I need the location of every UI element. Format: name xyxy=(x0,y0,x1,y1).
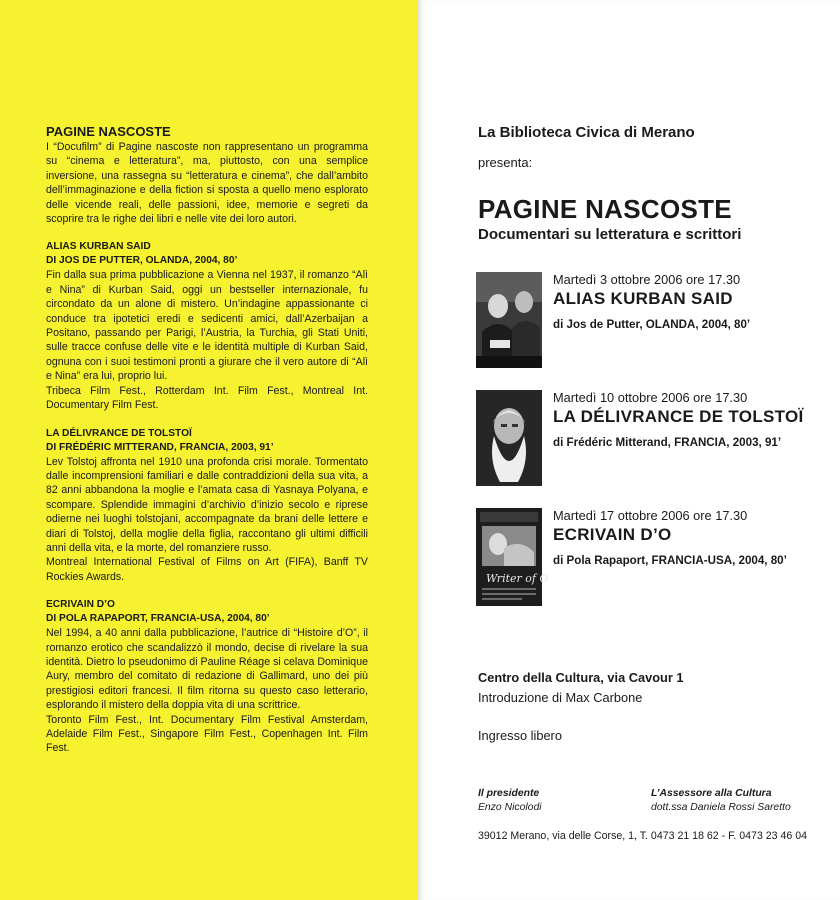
film-description: Fin dalla sua prima pubblicazione a Vienna nel 1937, il romanzo “Alì e Nina” di Kurban Said, oggi un bestseller internazionale, fu circondato da un alone di mistero. Un’indagine appassionante ci conduce tra ipotetici eredi e sedicenti amici, dall’Azerbaijan a Positano, passando per Parigi, l’Austria, la Turchia, gli Stati Uniti, sulle tracce confuse delle vite e le identità multiple di Kurban Said, ognuna con i suoi testimoni pronti a giurare che il vero autore di “Alì e Nina” era lui, proprio lui. xyxy=(46,269,368,383)
film-festivals: Toronto Film Fest., Int. Documentary Film Festival Amsterdam, Adelaide Film Fest., Singapore Film Fest., Copenhagen Int. Film Fest. xyxy=(46,713,368,755)
venue: Centro della Cultura, via Cavour 1 xyxy=(478,670,684,685)
presenta-label: presenta: xyxy=(478,155,533,170)
film-block xyxy=(46,598,368,756)
subtitle: Documentari su letteratura e scrittori xyxy=(478,226,742,243)
film-title: ECRIVAIN D’O xyxy=(46,599,115,611)
event-title: ECRIVAIN D’O xyxy=(553,525,672,544)
event-credit: di Frédéric Mitterand, FRANCIA, 2003, 91’ xyxy=(553,436,782,449)
address: 39012 Merano, via delle Corse, 1, T. 0473 21 18 62 - F. 0473 23 46 04 xyxy=(478,830,808,842)
event-credit: di Pola Rapaport, FRANCIA-USA, 2004, 80’ xyxy=(553,554,787,567)
film-block xyxy=(46,240,368,412)
film-festivals: Tribeca Film Fest., Rotterdam Int. Film Fest., Montreal Int. Documentary Film Fest. xyxy=(46,384,368,412)
film-festivals: Montreal International Festival of Films on Art (FIFA), Banff TV Rockies Awards. xyxy=(46,556,368,583)
film-credit: DI POLA RAPAPORT, FRANCIA-USA, 2004, 80’ xyxy=(46,613,270,625)
event-credit: di Jos de Putter, OLANDA, 2004, 80’ xyxy=(553,318,751,331)
event-date: Martedì 10 ottobre 2006 ore 17.30 xyxy=(553,390,748,405)
event-item xyxy=(476,390,826,490)
event-item xyxy=(476,272,826,372)
main-title: PAGINE NASCOSTE xyxy=(478,194,732,224)
entry-info: Ingresso libero xyxy=(478,728,562,743)
svg-text:Writer of O: Writer of O xyxy=(486,572,549,585)
signature-name: Enzo Nicolodi xyxy=(478,802,542,813)
event-date: Martedì 3 ottobre 2006 ore 17.30 xyxy=(553,272,741,287)
left-panel xyxy=(0,0,418,900)
signature-role: Il presidente xyxy=(478,788,540,799)
signature-role: L’Assessore alla Cultura xyxy=(651,788,772,799)
library-name: La Biblioteca Civica di Merano xyxy=(478,124,695,141)
photo-alias-kurban-said-icon xyxy=(476,272,542,368)
film-description: Nel 1994, a 40 anni dalla pubblicazione, l’autrice di “Histoire d’O”, il romanzo erotico che scandalizzò il mondo, decise di rivelare la sua identità. Dietro lo pseudonimo di Pauline Réage si celava Dominique Aury, membro del comitato di redazione di Gallimard, uno dei più prestigiosi editori francesi. Il film ritorna su questo caso letterario, esplorando il mistero della doppia vita di una scrittrice. xyxy=(46,627,368,712)
introduction: Introduzione di Max Carbone xyxy=(478,690,643,705)
film-title: ALIAS KURBAN SAID xyxy=(46,241,151,253)
film-title: LA DÉLIVRANCE DE TOLSTOÏ xyxy=(46,427,192,439)
event-title: LA DÉLIVRANCE DE TOLSTOÏ xyxy=(553,407,804,426)
intro-text: I “Docufilm” di Pagine nascoste non rappresentano un programma su “cinema e letteratura”, ma, piuttosto, con una semplice inversione, una rassegna su “letteratura e cinema”, che dall’ambito dell’immaginazione e della fiction si sposta a quello meno esplorato delle vicende reali, delle passioni, idee, memorie e segreti da scoprire tra le righe dei libri e nelle vite dei loro autori. xyxy=(46,141,368,226)
film-block xyxy=(46,427,368,585)
signature-name: dott.ssa Daniela Rossi Saretto xyxy=(651,802,791,813)
intro-title: PAGINE NASCOSTE xyxy=(46,124,171,139)
event-date: Martedì 17 ottobre 2006 ore 17.30 xyxy=(553,508,748,523)
event-title: ALIAS KURBAN SAID xyxy=(553,289,733,308)
film-credit: DI JOS DE PUTTER, OLANDA, 2004, 80’ xyxy=(46,255,238,267)
poster-ecrivain-do-icon xyxy=(476,508,549,606)
film-credit: DI FRÉDÉRIC MITTERAND, FRANCIA, 2003, 91’ xyxy=(46,441,274,453)
event-item xyxy=(476,508,826,608)
photo-tolstoi-icon xyxy=(476,390,542,486)
film-description: Lev Tolstoj affronta nel 1910 una profonda crisi morale. Tormentato dalle incomprensioni familiari e dalle contraddizioni della sua vita, a 82 anni abbandona la moglie e l’amata casa di Yasnaya Polyana, e scompare. Splendide immagini d’archivio d’inizio secolo e riprese odierne nei luoghi tolstojani, accompagnate da brani delle lettere e diari di Tolstoj, della moglie della figlia, raccontano gli ultimi difficili anni della vita, e la morte, del romanziere russo. xyxy=(46,455,368,554)
left-content xyxy=(46,124,368,756)
